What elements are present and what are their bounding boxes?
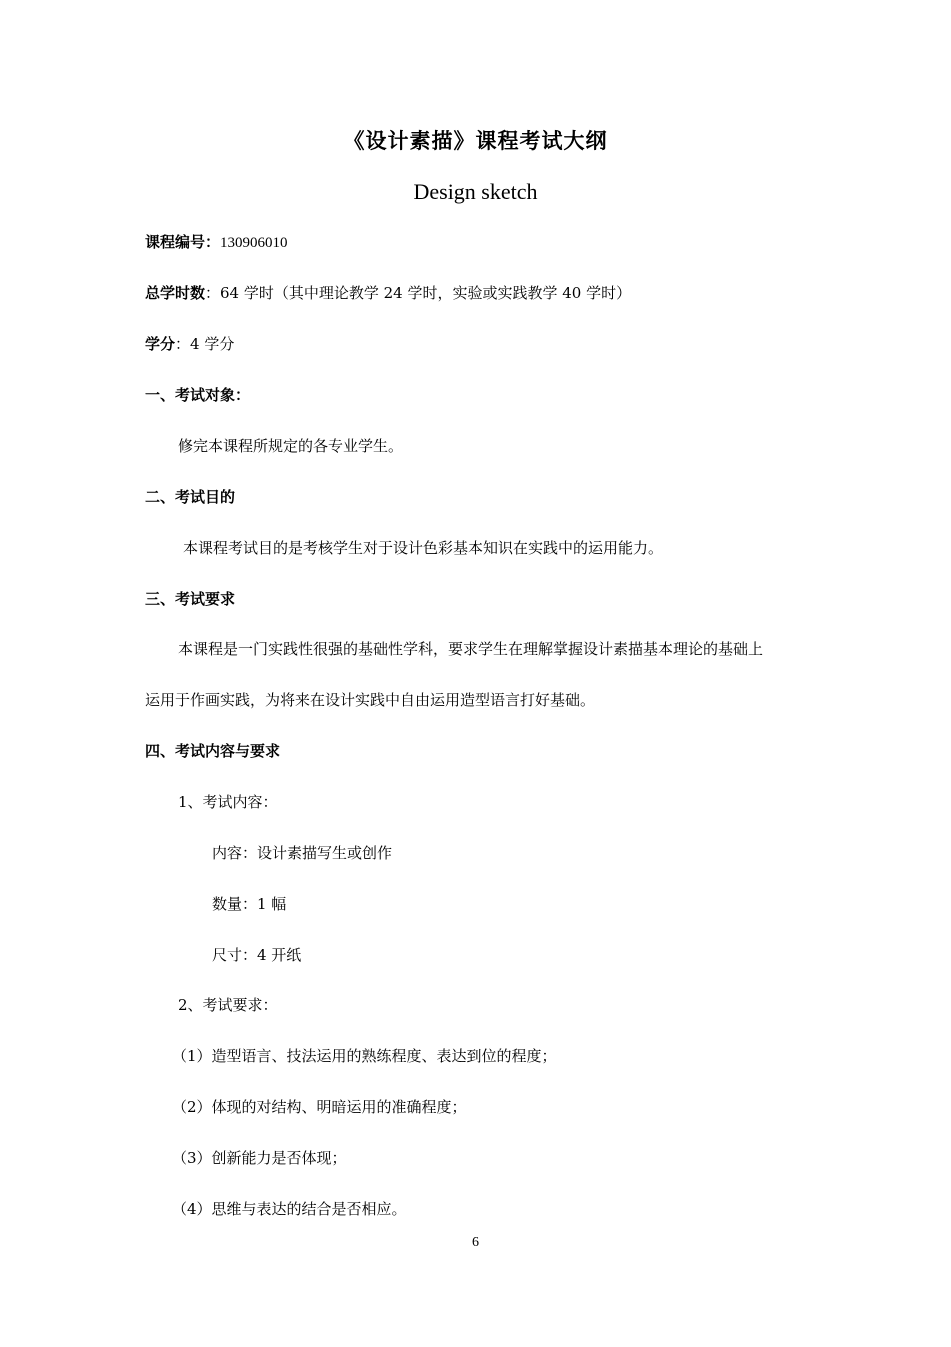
requirement-item-2: （2）体现的对结构、明暗运用的准确程度； xyxy=(172,1098,467,1116)
credits-value: ：4 学分 xyxy=(175,335,235,353)
document-title: 《设计素描》课程考试大纲 xyxy=(343,129,608,153)
document-subtitle: Design sketch xyxy=(413,179,538,204)
section-3-body-line-1: 本课程是一门实践性很强的基础性学科，要求学生在理解掌握设计素描基本理论的基础上 xyxy=(178,640,764,658)
section-1-body: 修完本课程所规定的各专业学生。 xyxy=(178,437,404,455)
exam-paper-size: 尺寸：4 开纸 xyxy=(212,946,302,964)
section-2-body: 本课程考试目的是考核学生对于设计色彩基本知识在实践中的运用能力。 xyxy=(183,539,664,557)
section-2-heading: 二、考试目的 xyxy=(145,488,236,506)
requirement-item-1: （1）造型语言、技法运用的熟练程度、表达到位的程度； xyxy=(172,1047,557,1065)
total-hours-line xyxy=(145,282,631,304)
exam-requirements-title: 2、考试要求： xyxy=(178,996,278,1014)
section-4-heading: 四、考试内容与要求 xyxy=(145,742,281,760)
requirement-item-3: （3）创新能力是否体现； xyxy=(172,1149,347,1167)
exam-content-title: 1、考试内容： xyxy=(178,793,278,811)
section-3-heading: 三、考试要求 xyxy=(145,590,236,608)
course-code-value: 130906010 xyxy=(220,235,288,251)
credits-label: 学分 xyxy=(145,335,176,353)
total-hours-value: ：64 学时（其中理论教学 24 学时，实验或实践教学 40 学时） xyxy=(205,284,632,302)
page-number: 6 xyxy=(472,1235,479,1250)
exam-content-detail: 内容：设计素描写生或创作 xyxy=(212,844,393,862)
requirement-item-4: （4）思维与表达的结合是否相应。 xyxy=(172,1200,407,1218)
exam-quantity: 数量：1 幅 xyxy=(212,895,287,913)
course-code-label: 课程编号： xyxy=(145,233,221,251)
section-1-heading: 一、考试对象： xyxy=(145,386,251,404)
total-hours-label: 总学时数 xyxy=(145,284,206,302)
section-3-body-line-2: 运用于作画实践，为将来在设计实践中自由运用造型语言打好基础。 xyxy=(145,691,596,709)
course-code-line xyxy=(145,231,288,254)
credits-line xyxy=(145,333,234,355)
